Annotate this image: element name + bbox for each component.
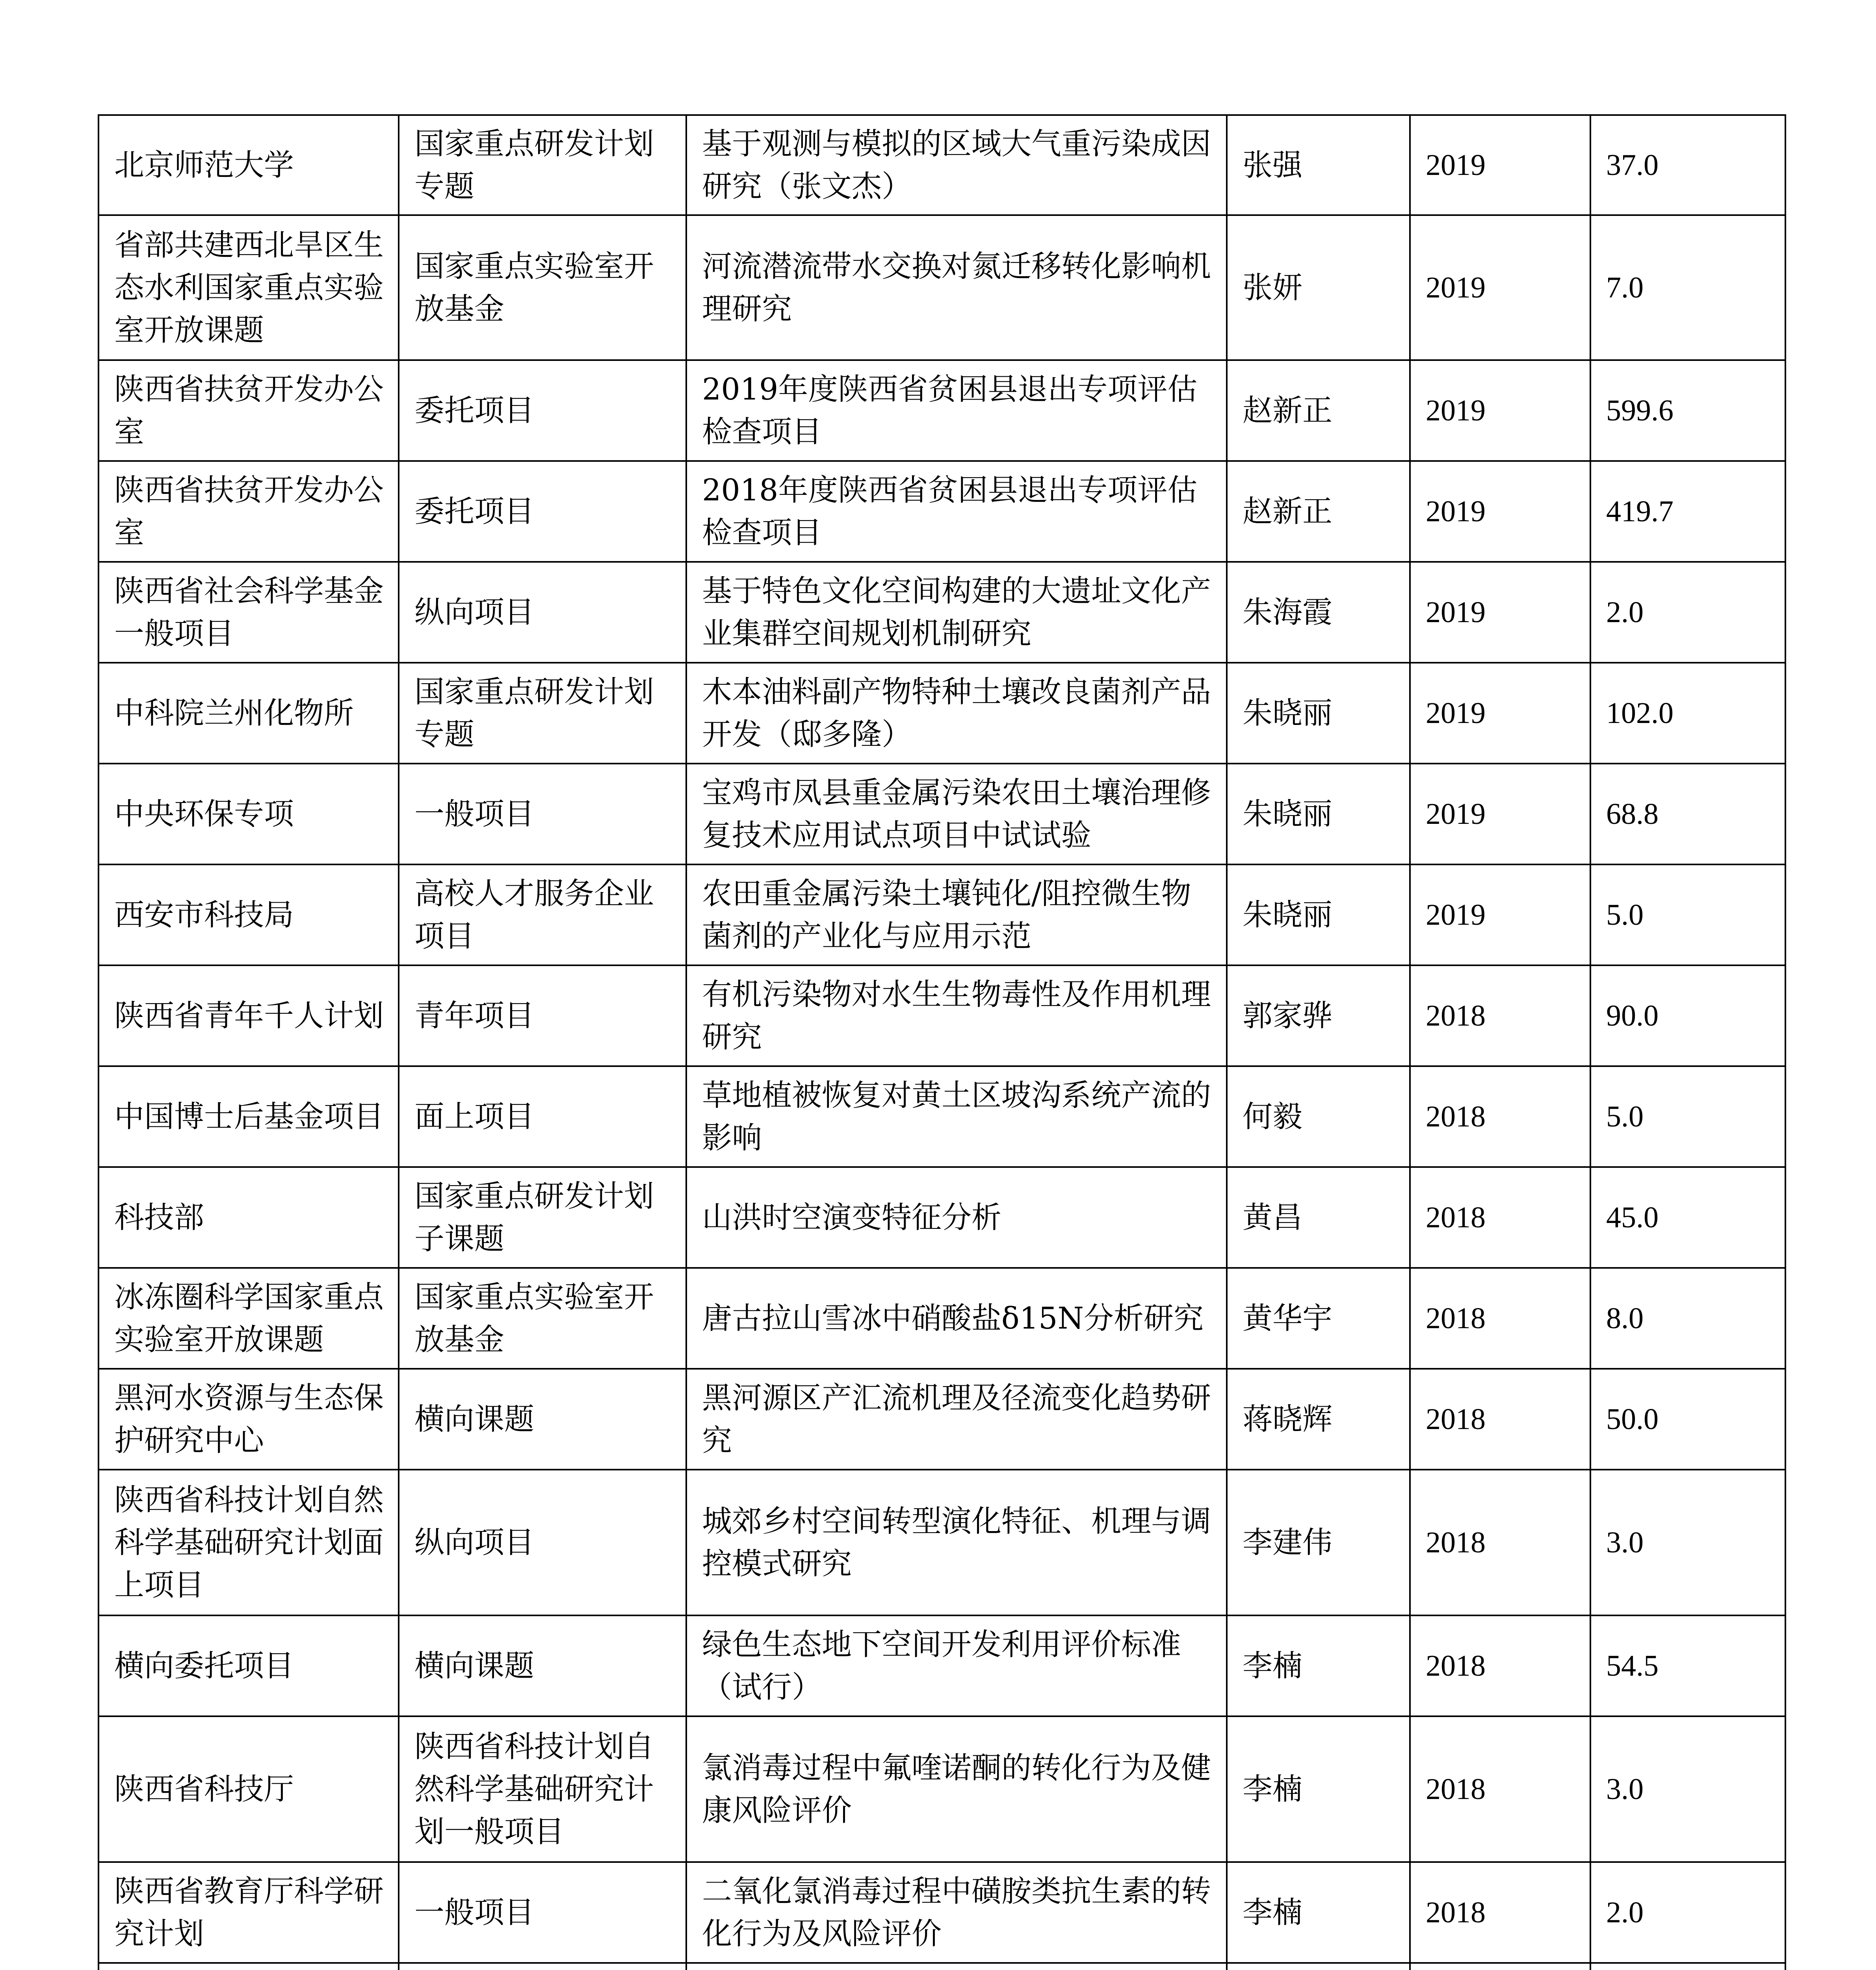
- cell-source: 科技部: [98, 1167, 399, 1268]
- cell-type: 国家重点研发计划专题: [399, 663, 686, 764]
- cell-leader: 李楠: [1227, 1615, 1410, 1716]
- cell-title: 宝鸡市凤县重金属污染农田土壤治理修复技术应用试点项目中试试验: [686, 764, 1227, 864]
- cell-year: 2018: [1410, 1716, 1590, 1862]
- cell-funding: 2.0: [1590, 562, 1785, 663]
- table-row: [98, 864, 1785, 965]
- cell-funding: 7.0: [1590, 215, 1785, 360]
- table-row: [98, 1615, 1785, 1716]
- cell-type: 横向课题: [399, 1615, 686, 1716]
- cell-source: 中央环保专项: [98, 764, 399, 864]
- cell-type: 面上项目: [399, 1066, 686, 1167]
- cell-type: 委托项目: [399, 360, 686, 461]
- cell-type: 国家重点研发计划子课题: [399, 1167, 686, 1268]
- cell-leader: [1227, 1963, 1410, 1970]
- cell-funding: 8.0: [1590, 1268, 1785, 1369]
- cell-type: 委托项目: [399, 461, 686, 562]
- cell-year: 2018: [1410, 1066, 1590, 1167]
- table-row: [98, 1716, 1785, 1862]
- cell-source: 北京师范大学: [98, 115, 399, 215]
- cell-title: 山洪时空演变特征分析: [686, 1167, 1227, 1268]
- table-body: [98, 115, 1785, 1970]
- table-row: [98, 1470, 1785, 1615]
- cell-type: 横向课题: [399, 1369, 686, 1470]
- cell-funding: 45.0: [1590, 1167, 1785, 1268]
- cell-year: 2018: [1410, 1167, 1590, 1268]
- cell-year: 2018: [1410, 1615, 1590, 1716]
- cell-leader: 朱晓丽: [1227, 864, 1410, 965]
- cell-leader: 朱晓丽: [1227, 764, 1410, 864]
- cell-year: 2019: [1410, 461, 1590, 562]
- cell-year: [1410, 1963, 1590, 1970]
- table-row: [98, 965, 1785, 1066]
- cell-title: 城郊乡村空间转型演化特征、机理与调控模式研究: [686, 1470, 1227, 1615]
- cell-title: 黑河源区产汇流机理及径流变化趋势研究: [686, 1369, 1227, 1470]
- cell-year: 2019: [1410, 115, 1590, 215]
- cell-source: 陕西省社会科学基金一般项目: [98, 562, 399, 663]
- cell-source: 中国博士后基金项目: [98, 1066, 399, 1167]
- cell-source: 中科院兰州化物所: [98, 663, 399, 764]
- cell-title: 2018年度陕西省贫困县退出专项评估检查项目: [686, 461, 1227, 562]
- cell-leader: 朱海霞: [1227, 562, 1410, 663]
- cell-leader: 李楠: [1227, 1716, 1410, 1862]
- table-row: [98, 663, 1785, 764]
- cell-leader: 黄昌: [1227, 1167, 1410, 1268]
- cell-leader: 赵新正: [1227, 360, 1410, 461]
- cell-source: 陕西省科技厅: [98, 1716, 399, 1862]
- cell-leader: 张妍: [1227, 215, 1410, 360]
- table-row: [98, 461, 1785, 562]
- cell-funding: 37.0: [1590, 115, 1785, 215]
- table-row: [98, 215, 1785, 360]
- cell-source: 陕西省教育厅科学研究计划: [98, 1862, 399, 1963]
- cell-type: 纵向项目: [399, 562, 686, 663]
- cell-leader: 黄华宇: [1227, 1268, 1410, 1369]
- cell-leader: 赵新正: [1227, 461, 1410, 562]
- cell-year: 2018: [1410, 1268, 1590, 1369]
- cell-funding: 419.7: [1590, 461, 1785, 562]
- cell-source: 横向委托项目: [98, 1615, 399, 1716]
- table-row: [98, 1268, 1785, 1369]
- project-table: [98, 114, 1786, 1970]
- cell-title: 有机污染物对水生生物毒性及作用机理研究: [686, 965, 1227, 1066]
- cell-leader: 朱晓丽: [1227, 663, 1410, 764]
- cell-funding: [1590, 1963, 1785, 1970]
- cell-source: 黑河水资源与生态保护研究中心: [98, 1369, 399, 1470]
- cell-type: 国家重点研发计划专题: [399, 115, 686, 215]
- cell-leader: 李建伟: [1227, 1470, 1410, 1615]
- cell-source: 西安市科技局: [98, 864, 399, 965]
- cell-year: 2019: [1410, 360, 1590, 461]
- cell-funding: 68.8: [1590, 764, 1785, 864]
- cell-leader: 何毅: [1227, 1066, 1410, 1167]
- cell-title: 草地植被恢复对黄土区坡沟系统产流的影响: [686, 1066, 1227, 1167]
- cell-title: 2019年度陕西省贫困县退出专项评估检查项目: [686, 360, 1227, 461]
- table-row: [98, 764, 1785, 864]
- cell-type: 国家重点实验室开放基金: [399, 215, 686, 360]
- cell-title: 河流潜流带水交换对氮迁移转化影响机理研究: [686, 215, 1227, 360]
- cell-type: 高校人才服务企业项目: [399, 864, 686, 965]
- cell-source: 冰冻圈科学国家重点实验室开放课题: [98, 1268, 399, 1369]
- cell-leader: 蒋晓辉: [1227, 1369, 1410, 1470]
- cell-funding: 54.5: [1590, 1615, 1785, 1716]
- cell-source: 陕西省青年千人计划: [98, 965, 399, 1066]
- cell-year: 2019: [1410, 764, 1590, 864]
- cell-funding: 5.0: [1590, 1066, 1785, 1167]
- cell-source: 陕西省科技计划自然科学基础研究计划面上项目: [98, 1470, 399, 1615]
- cell-source: 陕西省扶贫开发办公室: [98, 360, 399, 461]
- cell-funding: 599.6: [1590, 360, 1785, 461]
- cell-type: 青年项目: [399, 965, 686, 1066]
- cell-type: 纵向项目: [399, 1470, 686, 1615]
- cell-type: 一般项目: [399, 764, 686, 864]
- cell-type: 国家重点实验室开放基金: [399, 1268, 686, 1369]
- cell-year: 2018: [1410, 1862, 1590, 1963]
- table-row: [98, 1369, 1785, 1470]
- cell-title: 唐古拉山雪冰中硝酸盐δ15N分析研究: [686, 1268, 1227, 1369]
- cell-title: [686, 1963, 1227, 1970]
- cell-year: 2018: [1410, 1470, 1590, 1615]
- cell-leader: 李楠: [1227, 1862, 1410, 1963]
- cell-year: 2019: [1410, 864, 1590, 965]
- cell-type: 一般项目: [399, 1862, 686, 1963]
- table-row: [98, 1963, 1785, 1970]
- cell-source: 省部共建西北旱区生态水利国家重点实验室开放课题: [98, 215, 399, 360]
- cell-title: 基于特色文化空间构建的大遗址文化产业集群空间规划机制研究: [686, 562, 1227, 663]
- cell-funding: 50.0: [1590, 1369, 1785, 1470]
- cell-year: 2018: [1410, 1369, 1590, 1470]
- cell-funding: 2.0: [1590, 1862, 1785, 1963]
- cell-title: 基于观测与模拟的区域大气重污染成因研究（张文杰）: [686, 115, 1227, 215]
- cell-source: 陕西省扶贫开发办公室: [98, 461, 399, 562]
- cell-type: [399, 1963, 686, 1970]
- table-row: [98, 1066, 1785, 1167]
- cell-year: 2019: [1410, 215, 1590, 360]
- cell-title: 木本油料副产物特种土壤改良菌剂产品开发（邸多隆）: [686, 663, 1227, 764]
- cell-title: 二氧化氯消毒过程中磺胺类抗生素的转化行为及风险评价: [686, 1862, 1227, 1963]
- cell-leader: 郭家骅: [1227, 965, 1410, 1066]
- cell-funding: 3.0: [1590, 1470, 1785, 1615]
- cell-year: 2019: [1410, 663, 1590, 764]
- cell-source: [98, 1963, 399, 1970]
- cell-type: 陕西省科技计划自然科学基础研究计划一般项目: [399, 1716, 686, 1862]
- table-row: [98, 1167, 1785, 1268]
- table-row: [98, 115, 1785, 215]
- cell-year: 2019: [1410, 562, 1590, 663]
- cell-title: 农田重金属污染土壤钝化/阻控微生物菌剂的产业化与应用示范: [686, 864, 1227, 965]
- cell-leader: 张强: [1227, 115, 1410, 215]
- cell-title: 绿色生态地下空间开发利用评价标准（试行）: [686, 1615, 1227, 1716]
- cell-year: 2018: [1410, 965, 1590, 1066]
- table-row: [98, 562, 1785, 663]
- table-row: [98, 360, 1785, 461]
- cell-title: 氯消毒过程中氟喹诺酮的转化行为及健康风险评价: [686, 1716, 1227, 1862]
- cell-funding: 90.0: [1590, 965, 1785, 1066]
- table-row: [98, 1862, 1785, 1963]
- cell-funding: 102.0: [1590, 663, 1785, 764]
- cell-funding: 5.0: [1590, 864, 1785, 965]
- cell-funding: 3.0: [1590, 1716, 1785, 1862]
